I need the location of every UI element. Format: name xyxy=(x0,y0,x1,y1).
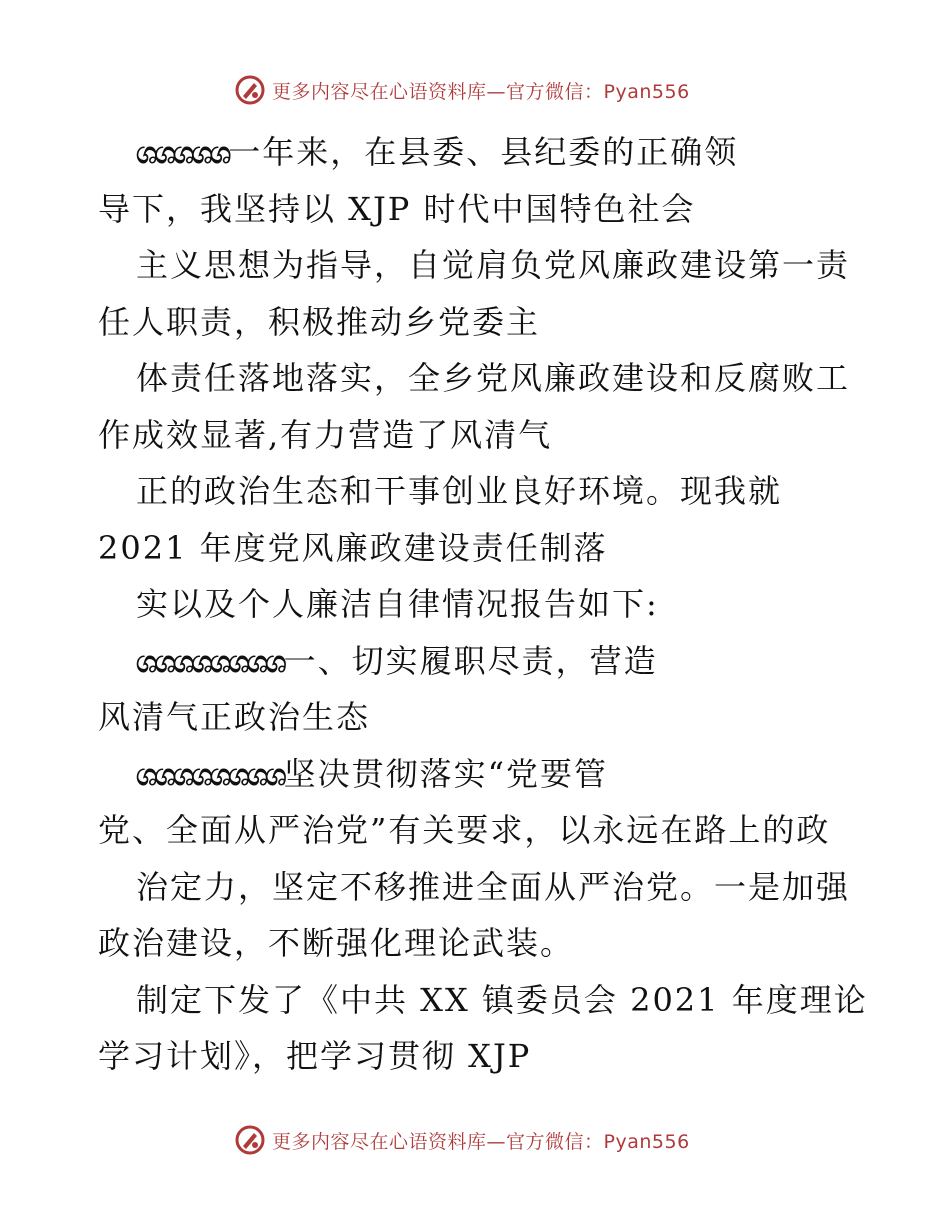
ornament-glyphs: ශශශශශශශශ xyxy=(136,757,284,793)
ornament-glyphs: ශශශශශ xyxy=(136,136,229,171)
line-text: 党、全面从严治党”有关要求，以永远在路上的政 xyxy=(98,811,831,849)
text-line xyxy=(98,859,858,916)
line-text: 风清气正政治生态 xyxy=(98,698,371,736)
line-text: 作成效显著,有力营造了风清气 xyxy=(98,415,553,454)
text-line xyxy=(98,915,858,972)
line-text: 主义思想为指导，自觉肩负党风廉政建设第一责 xyxy=(136,246,851,284)
text-line xyxy=(98,407,858,464)
text-line xyxy=(98,576,858,633)
watermark-text: 更多内容尽在心语资料库—官方微信：Pyan556 xyxy=(272,80,690,103)
brand-logo-icon xyxy=(234,1124,266,1156)
brand-logo-icon xyxy=(234,74,266,106)
line-text: 政治建设，不断强化理论武装。 xyxy=(98,924,575,962)
line-text: 导下，我坚持以 XJP 时代中国特色社会 xyxy=(98,189,696,228)
line-text: 正的政治生态和干事创业良好环境。现我就 xyxy=(136,472,783,510)
text-line xyxy=(98,1028,858,1085)
line-text: 一、切实履职尽责，营造 xyxy=(283,641,658,680)
text-line xyxy=(98,972,868,1029)
text-line xyxy=(98,124,858,181)
text-line xyxy=(98,181,858,238)
ornament-glyphs: ශශශශශශශශ xyxy=(136,644,284,680)
line-text: 任人职责，积极推动乡党委主 xyxy=(98,302,541,341)
section-heading-line xyxy=(98,689,858,746)
watermark-text: 更多内容尽在心语资料库—官方微信：Pyan556 xyxy=(272,1130,690,1153)
header-watermark xyxy=(234,71,690,109)
section-heading-line xyxy=(98,633,858,690)
line-text: 实以及个人廉洁自律情况报告如下: xyxy=(136,585,659,623)
line-text: 一年来，在县委、县纪委的正确领 xyxy=(228,133,739,171)
document-body xyxy=(98,124,868,1085)
text-line xyxy=(98,802,858,859)
text-line xyxy=(98,237,858,294)
line-text: 制定下发了《中共 XX 镇委员会 2021 年度理论 xyxy=(136,980,868,1019)
text-line xyxy=(98,463,858,520)
line-text: 治定力，坚定不移推进全面从严治党。一是加强 xyxy=(136,867,851,906)
text-line xyxy=(98,350,858,407)
line-text: 2021 年度党风廉政建设责任制落 xyxy=(98,528,608,567)
line-text: 体责任落地落实，全乡党风廉政建设和反腐败工 xyxy=(136,359,851,397)
line-text: 坚决贯彻落实“党要管 xyxy=(283,754,608,793)
text-line xyxy=(98,520,858,577)
footer-watermark xyxy=(234,1121,690,1159)
line-text: 学习计划》，把学习贯彻 XJP xyxy=(98,1037,532,1075)
text-line xyxy=(98,746,858,803)
text-line xyxy=(98,294,858,351)
